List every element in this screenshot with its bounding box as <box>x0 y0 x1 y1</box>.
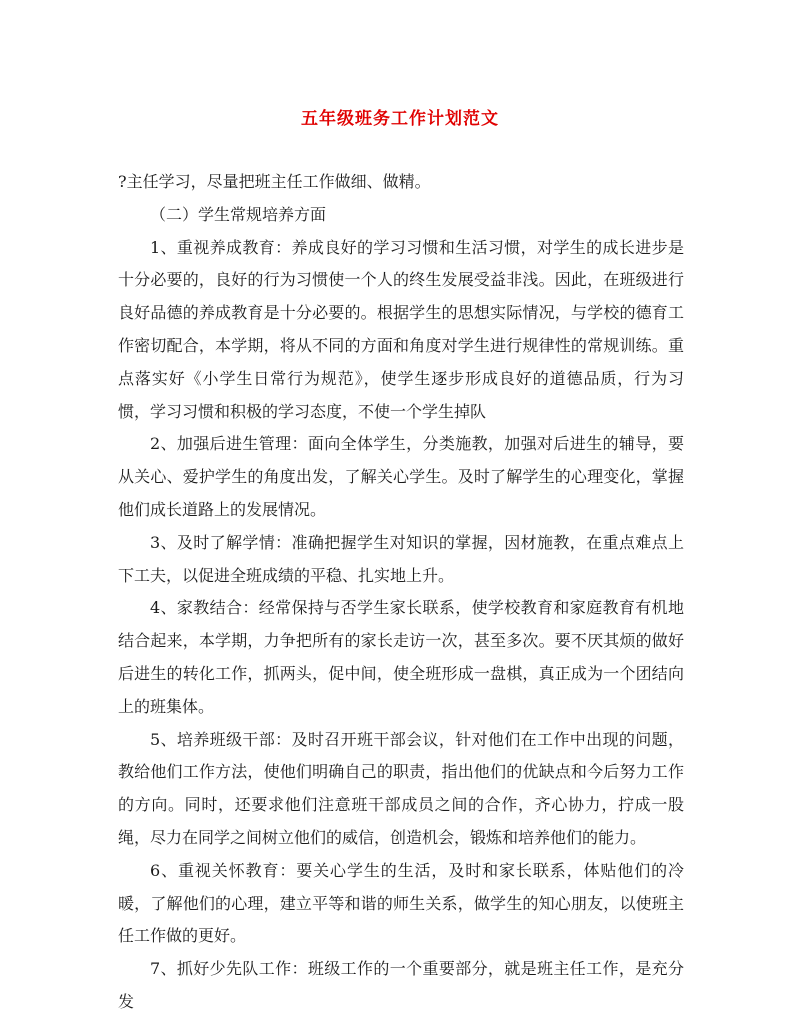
paragraph-item-3: 3、及时了解学情：准确把握学生对知识的掌握，因材施教，在重点难点上下工夫，以促进全班成绩的平稳、扎实地上升。 <box>118 532 684 585</box>
paragraph-item-2: 2、加强后进生管理：面向全体学生，分类施教，加强对后进生的辅导，要从关心、爱护学生的角度出发，了解关心学生。及时了解学生的心理变化，掌握他们成长道路上的发展情况。 <box>118 434 684 519</box>
paragraph-item-1: 1、重视养成教育：养成良好的学习习惯和生活习惯，对学生的成长进步是十分必要的，良好的行为习惯使一个人的终生发展受益非浅。因此，在班级进行良好品德的养成教育是十分必要的。根据学生的思想实际情况，与学校的德育工作密切配合，本学期，将从不同的方面和角度对学生进行规律性的常规训练。重点落实好《小学生日常行为规范》，使学生逐步形成良好的道德品质，行为习惯，学习习惯和积极的学习态度，不使一个学生掉队 <box>118 237 684 421</box>
paragraph-item-4: 4、家教结合：经常保持与否学生家长联系，使学校教育和家庭教育有机地结合起来，本学期，力争把所有的家长走访一次，甚至多次。要不厌其烦的做好后进生的转化工作，抓两头，促中间，使全班形成一盘棋，真正成为一个团结向上的班集体。 <box>118 598 684 716</box>
paragraph-item-7: 7、抓好少先队工作：班级工作的一个重要部分，就是班主任工作，是充分发 <box>118 959 684 1011</box>
document-title: 五年级班务工作计划范文 <box>301 109 499 129</box>
paragraph-item-6: 6、重视关怀教育：要关心学生的生活，及时和家长联系，体贴他们的冷暖，了解他们的心理，建立平等和谐的师生关系，做学生的知心朋友，以使班主任工作做的更好。 <box>118 860 684 946</box>
section-heading: （二）学生常规培养方面 <box>150 204 327 224</box>
paragraph-item-5: 5、培养班级干部：及时召开班干部会议，针对他们在工作中出现的问题，教给他们工作方法，使他们明确自己的职责，指出他们的优缺点和今后努力工作的方向。同时，还要求他们注意班干部成员之间的合作，齐心协力，拧成一股绳，尽力在同学之间树立他们的威信，创造机会，锻炼和培养他们的能力。 <box>118 729 684 847</box>
document-body <box>118 166 684 1019</box>
paragraph-continuation: ?主任学习，尽量把班主任工作做细、做精。 <box>118 172 431 191</box>
